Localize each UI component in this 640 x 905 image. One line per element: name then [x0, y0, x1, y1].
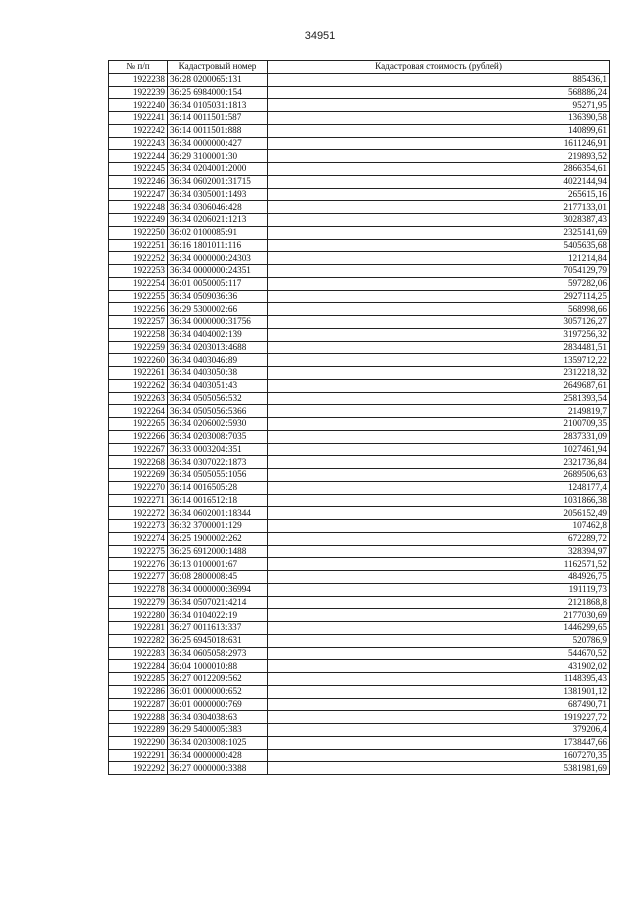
cadastral-value-cell: 687490,71	[268, 698, 610, 711]
cadastral-number-cell: 36:28 0200065:131	[168, 73, 268, 86]
row-number-cell: 1922246	[109, 175, 168, 188]
table-row	[109, 99, 610, 112]
row-number-cell: 1922284	[109, 660, 168, 673]
cadastral-number-cell: 36:25 6945018:631	[168, 634, 268, 647]
row-number-cell: 1922238	[109, 73, 168, 86]
table-row	[109, 494, 610, 507]
cadastral-value-cell: 568998,66	[268, 303, 610, 316]
table-row	[109, 749, 610, 762]
table-row	[109, 201, 610, 214]
table-row	[109, 481, 610, 494]
row-number-cell: 1922249	[109, 214, 168, 227]
table-row	[109, 711, 610, 724]
table-row	[109, 214, 610, 227]
row-number-cell: 1922288	[109, 711, 168, 724]
cadastral-number-cell: 36:29 3100001:30	[168, 150, 268, 163]
cadastral-number-cell: 36:02 0100085:91	[168, 226, 268, 239]
table-row	[109, 443, 610, 456]
cadastral-value-cell: 2321736,84	[268, 456, 610, 469]
table-row	[109, 379, 610, 392]
cadastral-value-cell: 7054129,79	[268, 265, 610, 278]
table-row	[109, 660, 610, 673]
table-row	[109, 150, 610, 163]
cadastral-value-cell: 2177030,69	[268, 609, 610, 622]
cadastral-number-cell: 36:01 0000000:652	[168, 685, 268, 698]
cadastral-value-cell: 1162571,52	[268, 558, 610, 571]
cadastral-number-cell: 36:34 0104022:19	[168, 609, 268, 622]
row-number-cell: 1922241	[109, 112, 168, 125]
row-number-cell: 1922239	[109, 86, 168, 99]
cadastral-value-cell: 2325141,69	[268, 226, 610, 239]
cadastral-value-cell: 107462,8	[268, 520, 610, 533]
cadastral-number-cell: 36:34 0105031:1813	[168, 99, 268, 112]
table-row	[109, 316, 610, 329]
row-number-cell: 1922261	[109, 367, 168, 380]
cadastral-number-cell: 36:13 0100001:67	[168, 558, 268, 571]
table-header-row	[109, 61, 610, 74]
table-row	[109, 558, 610, 571]
row-number-cell: 1922287	[109, 698, 168, 711]
cadastral-value-cell: 1359712,22	[268, 354, 610, 367]
cadastral-number-cell: 36:34 0203013:4688	[168, 341, 268, 354]
cadastral-number-cell: 36:25 6912000:1488	[168, 545, 268, 558]
cadastral-value-cell: 136390,58	[268, 112, 610, 125]
row-number-cell: 1922277	[109, 571, 168, 584]
cadastral-value-cell: 2834481,51	[268, 341, 610, 354]
table-row	[109, 328, 610, 341]
row-number-cell: 1922263	[109, 392, 168, 405]
row-number-cell: 1922292	[109, 762, 168, 775]
row-number-cell: 1922291	[109, 749, 168, 762]
cadastral-value-cell: 2927114,25	[268, 290, 610, 303]
cadastral-value-cell: 484926,75	[268, 571, 610, 584]
cadastral-number-cell: 36:01 0000000:769	[168, 698, 268, 711]
table-row	[109, 73, 610, 86]
cadastral-number-cell: 36:27 0000000:3388	[168, 762, 268, 775]
table-row	[109, 239, 610, 252]
row-number-cell: 1922251	[109, 239, 168, 252]
cadastral-value-cell: 2312218,32	[268, 367, 610, 380]
cadastral-value-cell: 5405635,68	[268, 239, 610, 252]
cadastral-number-cell: 36:27 0012209:562	[168, 673, 268, 686]
cadastral-number-cell: 36:34 0000000:31756	[168, 316, 268, 329]
cadastral-number-cell: 36:29 5300002:66	[168, 303, 268, 316]
cadastral-number-cell: 36:01 0050005:117	[168, 277, 268, 290]
page-number: 34951	[304, 30, 336, 42]
cadastral-value-cell: 5381981,69	[268, 762, 610, 775]
row-number-cell: 1922264	[109, 405, 168, 418]
cadastral-value-cell: 885436,1	[268, 73, 610, 86]
cadastral-number-cell: 36:34 0203008:1025	[168, 736, 268, 749]
table-row	[109, 622, 610, 635]
row-number-cell: 1922266	[109, 430, 168, 443]
table-row	[109, 520, 610, 533]
cadastral-number-cell: 36:34 0602001:31715	[168, 175, 268, 188]
cadastral-number-cell: 36:32 3700001:129	[168, 520, 268, 533]
table-row	[109, 571, 610, 584]
header-cadastral-number: Кадастровый номер	[168, 61, 268, 74]
cadastral-number-cell: 36:14 0016512:18	[168, 494, 268, 507]
cadastral-value-cell: 219893,52	[268, 150, 610, 163]
cadastral-value-cell: 520786,9	[268, 634, 610, 647]
cadastral-value-cell: 3028387,43	[268, 214, 610, 227]
cadastral-number-cell: 36:34 0000000:24303	[168, 252, 268, 265]
cadastral-value-cell: 2121868,8	[268, 596, 610, 609]
cadastral-value-cell: 2056152,49	[268, 507, 610, 520]
table-row	[109, 698, 610, 711]
table-row	[109, 290, 610, 303]
cadastral-number-cell: 36:34 0000000:36994	[168, 583, 268, 596]
table-row	[109, 252, 610, 265]
cadastral-value-cell: 3057126,27	[268, 316, 610, 329]
cadastral-number-cell: 36:34 0505055:1056	[168, 469, 268, 482]
row-number-cell: 1922278	[109, 583, 168, 596]
cadastral-value-cell: 121214,84	[268, 252, 610, 265]
row-number-cell: 1922242	[109, 124, 168, 137]
cadastral-value-table	[108, 60, 610, 775]
cadastral-number-cell: 36:34 0602001:18344	[168, 507, 268, 520]
row-number-cell: 1922272	[109, 507, 168, 520]
cadastral-value-cell: 1031866,38	[268, 494, 610, 507]
row-number-cell: 1922262	[109, 379, 168, 392]
cadastral-value-cell: 1611246,91	[268, 137, 610, 150]
cadastral-value-cell: 544670,52	[268, 647, 610, 660]
row-number-cell: 1922281	[109, 622, 168, 635]
row-number-cell: 1922280	[109, 609, 168, 622]
table-row	[109, 430, 610, 443]
cadastral-value-cell: 1148395,43	[268, 673, 610, 686]
row-number-cell: 1922254	[109, 277, 168, 290]
cadastral-number-cell: 36:34 0000000:427	[168, 137, 268, 150]
row-number-cell: 1922247	[109, 188, 168, 201]
table-row	[109, 545, 610, 558]
cadastral-value-cell: 1381901,12	[268, 685, 610, 698]
cadastral-value-cell: 2837331,09	[268, 430, 610, 443]
cadastral-value-cell: 2177133,01	[268, 201, 610, 214]
row-number-cell: 1922240	[109, 99, 168, 112]
cadastral-number-cell: 36:34 0404002:139	[168, 328, 268, 341]
row-number-cell: 1922260	[109, 354, 168, 367]
cadastral-number-cell: 36:14 0016505:28	[168, 481, 268, 494]
cadastral-number-cell: 36:34 0403050:38	[168, 367, 268, 380]
cadastral-number-cell: 36:33 0003204:351	[168, 443, 268, 456]
cadastral-number-cell: 36:34 0307022:1873	[168, 456, 268, 469]
cadastral-number-cell: 36:25 6984000:154	[168, 86, 268, 99]
cadastral-number-cell: 36:34 0000000:24351	[168, 265, 268, 278]
cadastral-number-cell: 36:08 2800008:45	[168, 571, 268, 584]
cadastral-value-cell: 672289,72	[268, 532, 610, 545]
row-number-cell: 1922267	[109, 443, 168, 456]
table-row	[109, 265, 610, 278]
header-cadastral-value: Кадастровая стоимость (рублей)	[268, 61, 610, 74]
cadastral-value-cell: 4022144,94	[268, 175, 610, 188]
row-number-cell: 1922256	[109, 303, 168, 316]
cadastral-value-cell: 1248177,4	[268, 481, 610, 494]
row-number-cell: 1922244	[109, 150, 168, 163]
cadastral-value-cell: 2649687,61	[268, 379, 610, 392]
cadastral-value-cell: 1919227,72	[268, 711, 610, 724]
table-row	[109, 685, 610, 698]
row-number-cell: 1922276	[109, 558, 168, 571]
cadastral-value-cell: 3197256,32	[268, 328, 610, 341]
table-row	[109, 634, 610, 647]
cadastral-value-cell: 2866354,61	[268, 163, 610, 176]
table-row	[109, 724, 610, 737]
row-number-cell: 1922289	[109, 724, 168, 737]
table-row	[109, 596, 610, 609]
table-row	[109, 354, 610, 367]
row-number-cell: 1922259	[109, 341, 168, 354]
cadastral-value-cell: 265615,16	[268, 188, 610, 201]
table-row	[109, 277, 610, 290]
cadastral-number-cell: 36:34 0306046:428	[168, 201, 268, 214]
table-row	[109, 226, 610, 239]
cadastral-number-cell: 36:34 0305001:1493	[168, 188, 268, 201]
cadastral-value-cell: 568886,24	[268, 86, 610, 99]
row-number-cell: 1922285	[109, 673, 168, 686]
table-row	[109, 86, 610, 99]
header-row-number: № п/п	[109, 61, 168, 74]
table-row	[109, 762, 610, 775]
table-row	[109, 405, 610, 418]
table-row	[109, 736, 610, 749]
cadastral-number-cell: 36:34 0509036:36	[168, 290, 268, 303]
cadastral-value-cell: 328394,97	[268, 545, 610, 558]
row-number-cell: 1922283	[109, 647, 168, 660]
table-row	[109, 456, 610, 469]
cadastral-number-cell: 36:34 0403046:89	[168, 354, 268, 367]
cadastral-number-cell: 36:34 0204001:2000	[168, 163, 268, 176]
cadastral-value-cell: 431902,02	[268, 660, 610, 673]
table-row	[109, 341, 610, 354]
row-number-cell: 1922248	[109, 201, 168, 214]
row-number-cell: 1922258	[109, 328, 168, 341]
row-number-cell: 1922271	[109, 494, 168, 507]
cadastral-value-cell: 1446299,65	[268, 622, 610, 635]
cadastral-value-cell: 2149819,7	[268, 405, 610, 418]
cadastral-value-cell: 2689506,63	[268, 469, 610, 482]
cadastral-value-cell: 1607270,35	[268, 749, 610, 762]
table-row	[109, 583, 610, 596]
row-number-cell: 1922257	[109, 316, 168, 329]
row-number-cell: 1922282	[109, 634, 168, 647]
cadastral-number-cell: 36:34 0203008:7035	[168, 430, 268, 443]
row-number-cell: 1922290	[109, 736, 168, 749]
row-number-cell: 1922255	[109, 290, 168, 303]
cadastral-value-cell: 140899,61	[268, 124, 610, 137]
row-number-cell: 1922252	[109, 252, 168, 265]
table-row	[109, 532, 610, 545]
table-row	[109, 112, 610, 125]
table-row	[109, 137, 610, 150]
table-row	[109, 124, 610, 137]
cadastral-number-cell: 36:14 0011501:888	[168, 124, 268, 137]
cadastral-value-cell: 95271,95	[268, 99, 610, 112]
row-number-cell: 1922268	[109, 456, 168, 469]
table-row	[109, 303, 610, 316]
table-row	[109, 647, 610, 660]
row-number-cell: 1922265	[109, 418, 168, 431]
cadastral-value-cell: 597282,06	[268, 277, 610, 290]
cadastral-number-cell: 36:34 0000000:428	[168, 749, 268, 762]
table-row	[109, 392, 610, 405]
cadastral-number-cell: 36:14 0011501:587	[168, 112, 268, 125]
row-number-cell: 1922274	[109, 532, 168, 545]
row-number-cell: 1922245	[109, 163, 168, 176]
cadastral-number-cell: 36:29 5400005:383	[168, 724, 268, 737]
table-body	[109, 73, 610, 774]
cadastral-number-cell: 36:34 0206002:5930	[168, 418, 268, 431]
row-number-cell: 1922279	[109, 596, 168, 609]
cadastral-number-cell: 36:34 0505056:5366	[168, 405, 268, 418]
cadastral-number-cell: 36:27 0011613:337	[168, 622, 268, 635]
table-row	[109, 673, 610, 686]
row-number-cell: 1922273	[109, 520, 168, 533]
row-number-cell: 1922270	[109, 481, 168, 494]
row-number-cell: 1922275	[109, 545, 168, 558]
cadastral-number-cell: 36:25 1900002:262	[168, 532, 268, 545]
cadastral-number-cell: 36:34 0507021:4214	[168, 596, 268, 609]
cadastral-number-cell: 36:16 1801011:116	[168, 239, 268, 252]
table-row	[109, 175, 610, 188]
row-number-cell: 1922243	[109, 137, 168, 150]
table-row	[109, 367, 610, 380]
table-row	[109, 469, 610, 482]
cadastral-number-cell: 36:34 0505056:532	[168, 392, 268, 405]
row-number-cell: 1922253	[109, 265, 168, 278]
table-row	[109, 188, 610, 201]
table-row	[109, 163, 610, 176]
row-number-cell: 1922286	[109, 685, 168, 698]
cadastral-number-cell: 36:34 0206021:1213	[168, 214, 268, 227]
cadastral-value-cell: 2581393,54	[268, 392, 610, 405]
cadastral-value-cell: 379206,4	[268, 724, 610, 737]
cadastral-number-cell: 36:04 1000010:88	[168, 660, 268, 673]
cadastral-value-cell: 191119,73	[268, 583, 610, 596]
cadastral-value-cell: 1738447,66	[268, 736, 610, 749]
cadastral-value-cell: 2100709,35	[268, 418, 610, 431]
cadastral-number-cell: 36:34 0605058:2973	[168, 647, 268, 660]
table-row	[109, 507, 610, 520]
table-row	[109, 609, 610, 622]
row-number-cell: 1922250	[109, 226, 168, 239]
cadastral-value-cell: 1027461,94	[268, 443, 610, 456]
cadastral-number-cell: 36:34 0304038:63	[168, 711, 268, 724]
table-row	[109, 418, 610, 431]
cadastral-number-cell: 36:34 0403051:43	[168, 379, 268, 392]
row-number-cell: 1922269	[109, 469, 168, 482]
